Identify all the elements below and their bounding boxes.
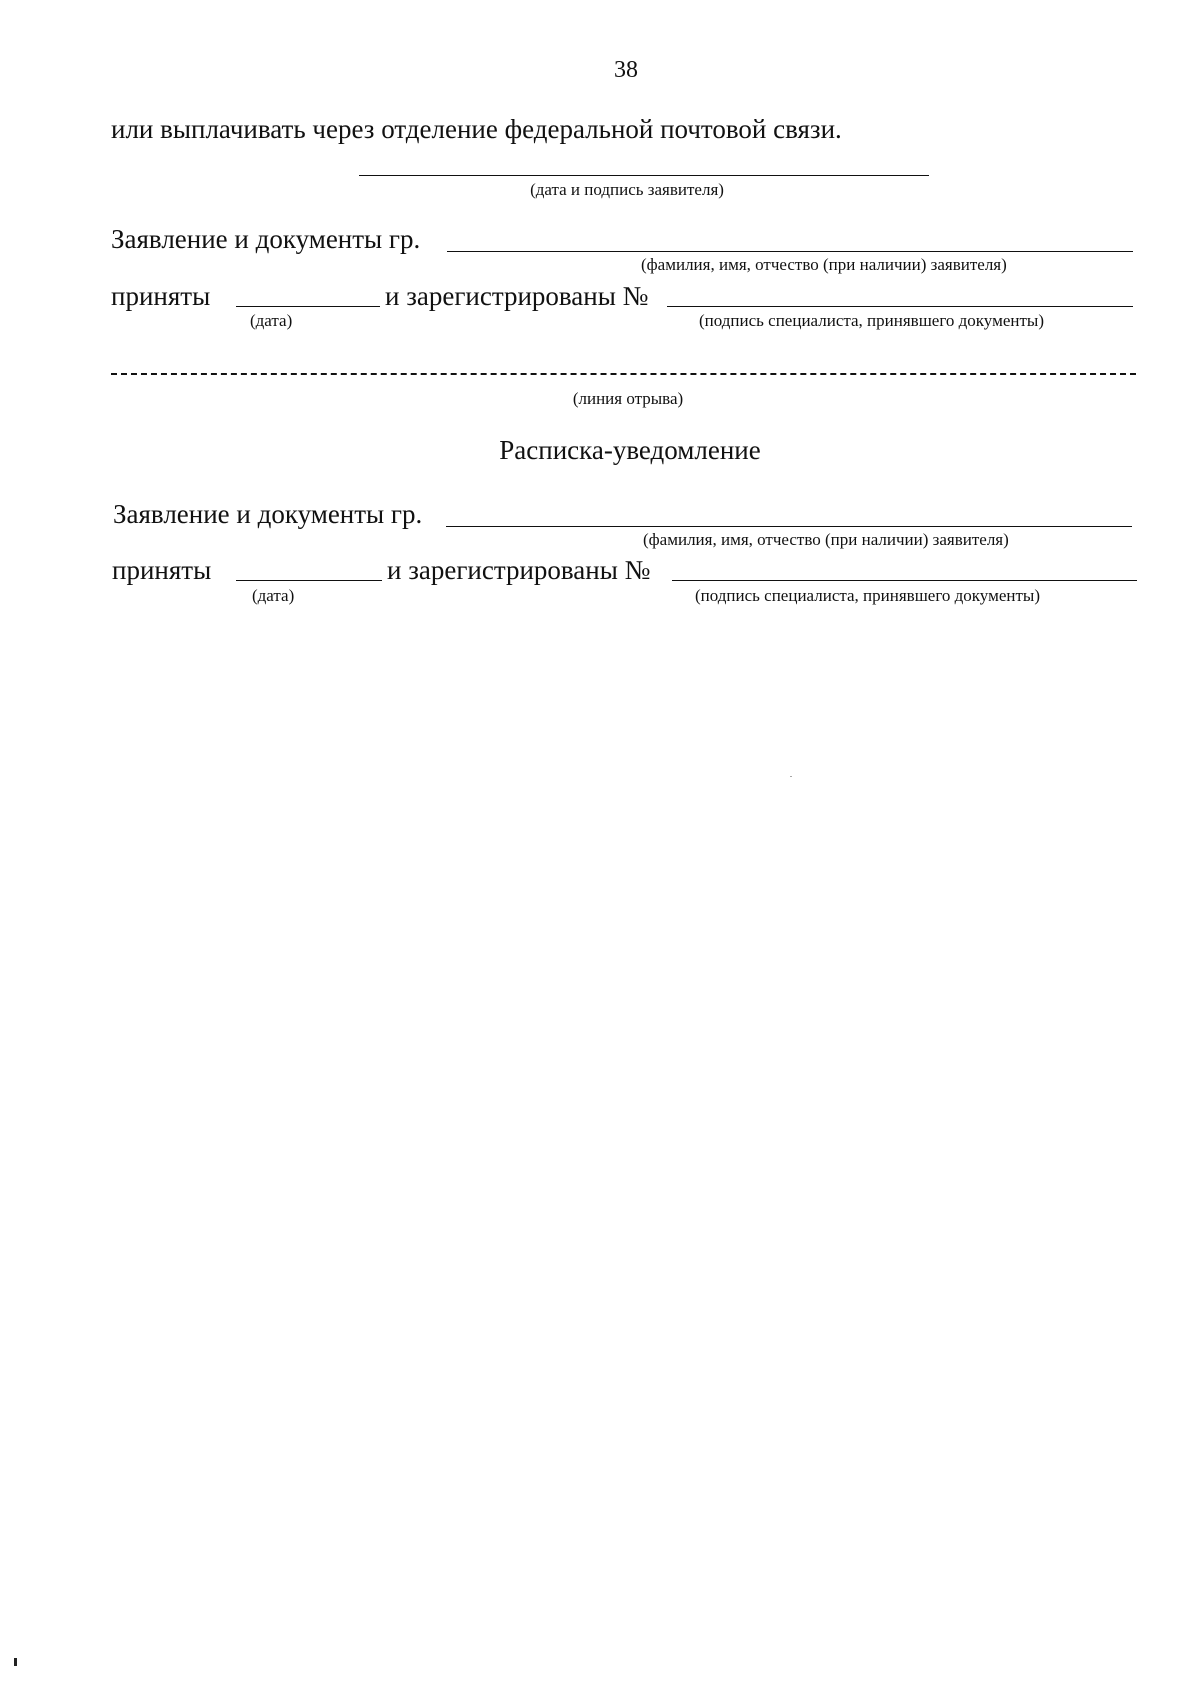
signature-line[interactable] [359,175,929,176]
accepted-label: приняты [111,281,211,311]
applicant-prefix: Заявление и документы гр. [113,499,423,529]
applicant-name-field[interactable] [447,251,1133,252]
signature-caption: (дата и подпись заявителя) [530,180,724,199]
applicant-prefix: Заявление и документы гр. [111,224,421,254]
registration-number-field[interactable] [672,580,1137,581]
date-field[interactable] [236,306,380,307]
date-field[interactable] [236,580,382,581]
intro-text: или выплачивать через отделение федеральной почтовой связи. [111,114,842,144]
page-number: 38 [614,57,638,83]
registration-number-field[interactable] [667,306,1133,307]
receipt-title: Расписка-уведомление [499,435,761,465]
date-caption: (дата) [252,586,295,605]
applicant-name-caption: (фамилия, имя, отчество (при наличии) заявителя) [643,530,1009,549]
applicant-name-field[interactable] [446,526,1132,527]
registered-label: и зарегистрированы № [385,281,649,311]
specialist-signature-caption: (подпись специалиста, принявшего документы) [699,311,1044,330]
specialist-signature-caption: (подпись специалиста, принявшего документы) [695,586,1040,605]
scan-speck [14,1658,17,1666]
cut-line [111,373,1136,375]
date-caption: (дата) [250,311,293,330]
applicant-name-caption: (фамилия, имя, отчество (при наличии) заявителя) [641,255,1007,274]
scan-speck [790,776,792,777]
cut-line-caption: (линия отрыва) [572,389,684,408]
accepted-label: приняты [112,555,212,585]
registered-label: и зарегистрированы № [387,555,651,585]
